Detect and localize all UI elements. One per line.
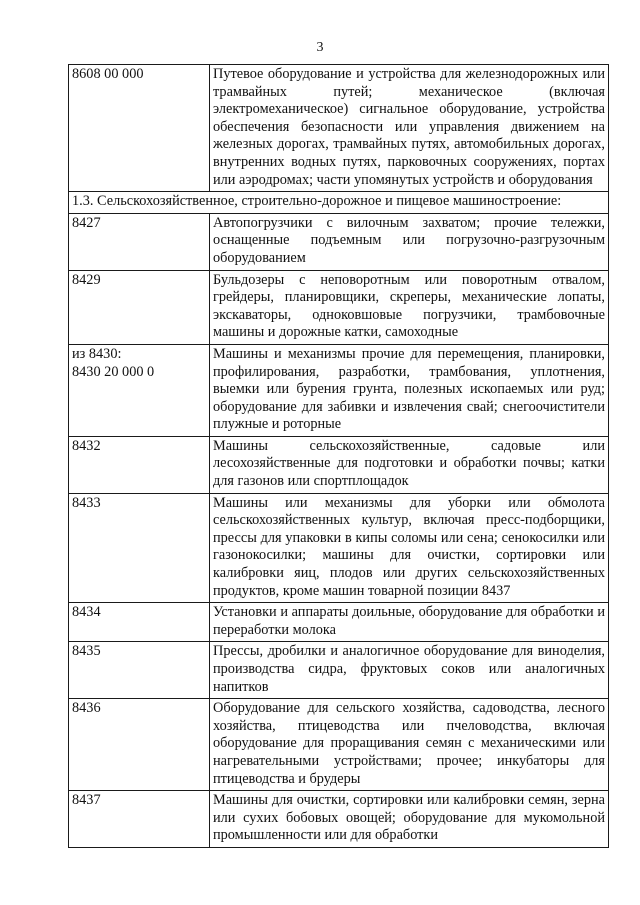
- table-row: [69, 642, 609, 699]
- table-row: [69, 603, 609, 642]
- description-cell: Машины или механизмы для уборки или обмолота сельскохозяйственных культур, включая пресс-подборщики, прессы для упаковки в кипы соломы или сена; сенокосилки или газонокосилки; машины для очистки, сортировки или калибровки яиц, плодов или других сельскохозяйственных продуктов, кроме машин товарной позиции 8437: [210, 493, 609, 603]
- code-cell: [69, 699, 210, 791]
- tariff-code: 8430 20 000 0: [72, 363, 155, 380]
- table-row: [69, 791, 609, 848]
- description-cell: Машины для очистки, сортировки или калибровки семян, зерна или сухих бобовых овощей; оборудование для мукомольной промышленности или для обработки: [210, 791, 609, 848]
- table-row: [69, 436, 609, 493]
- tariff-code: 8608 00 000: [72, 66, 144, 82]
- description-cell: Машины сельскохозяйственные, садовые или лесохозяйственные для подготовки и обработки почвы; катки для газонов или спортплощадок: [210, 436, 609, 493]
- tariff-code: 8432: [72, 437, 101, 454]
- description-cell: Машины и механизмы прочие для перемещения, планировки, профилирования, разработки, трамбования, уплотнения, выемки или бурения грунта, полезных ископаемых или руд; оборудование для забивки и извлечения свай; снегоочистители плужные и роторные: [210, 344, 609, 436]
- table-row: [69, 65, 609, 192]
- tariff-code: 8427: [72, 214, 101, 231]
- tariff-code-parent: из 8430:: [72, 345, 122, 362]
- description-cell: Оборудование для сельского хозяйства, садоводства, лесного хозяйства, птицеводства или пчеловодства, включая оборудование для проращивания семян с механическими или нагревательными устройствами; прочее; инкубаторы для птицеводства и брудеры: [210, 699, 609, 791]
- description-cell: Установки и аппараты доильные, оборудование для обработки и переработки молока: [210, 603, 609, 642]
- code-cell: [69, 344, 210, 436]
- table-row: [69, 270, 609, 344]
- tariff-code: 8437: [72, 792, 101, 809]
- code-cell: [69, 65, 210, 192]
- code-cell: [69, 642, 210, 699]
- description-cell: Путевое оборудование и устройства для железнодорожных или трамвайных путей; механическое (включая электромеханическое) сигнальное оборудование, устройства обеспечения безопасности или управления движением на железных дорогах, трамвайных путях, автомобильных дорогах, внутренних водных путях, парковочных сооружениях, портах или аэродромах; части упомянутых устройств и оборудования: [210, 65, 609, 192]
- table-row: [69, 213, 609, 270]
- code-cell: [69, 436, 210, 493]
- section-heading: 1.3. Сельскохозяйственное, строительно-дорожное и пищевое машиностроение:: [69, 192, 609, 214]
- table-row: [69, 493, 609, 603]
- description-cell: Прессы, дробилки и аналогичное оборудование для виноделия, производства сидра, фруктовых соков или аналогичных напитков: [210, 642, 609, 699]
- tariff-code: 8434: [72, 604, 101, 621]
- tariff-codes-table: [68, 64, 609, 848]
- tariff-code: 8429: [72, 271, 101, 288]
- code-cell: [69, 213, 210, 270]
- description-cell: Автопогрузчики с вилочным захватом; прочие тележки, оснащенные подъемным или погрузочно-разгрузочным оборудованием: [210, 213, 609, 270]
- description-cell: Бульдозеры с неповоротным или поворотным отвалом, грейдеры, планировщики, скреперы, механические лопаты, экскаваторы, одноковшовые погрузчики, трамбовочные машины и дорожные катки, самоходные: [210, 270, 609, 344]
- table-row: [69, 344, 609, 436]
- code-cell: [69, 603, 210, 642]
- page-number: 3: [316, 40, 324, 55]
- code-cell: [69, 270, 210, 344]
- section-row: [69, 192, 609, 214]
- tariff-code: 8436: [72, 700, 101, 717]
- tariff-code: 8435: [72, 643, 101, 660]
- table-row: [69, 699, 609, 791]
- code-cell: [69, 493, 210, 603]
- code-cell: [69, 791, 210, 848]
- tariff-code: 8433: [72, 494, 101, 511]
